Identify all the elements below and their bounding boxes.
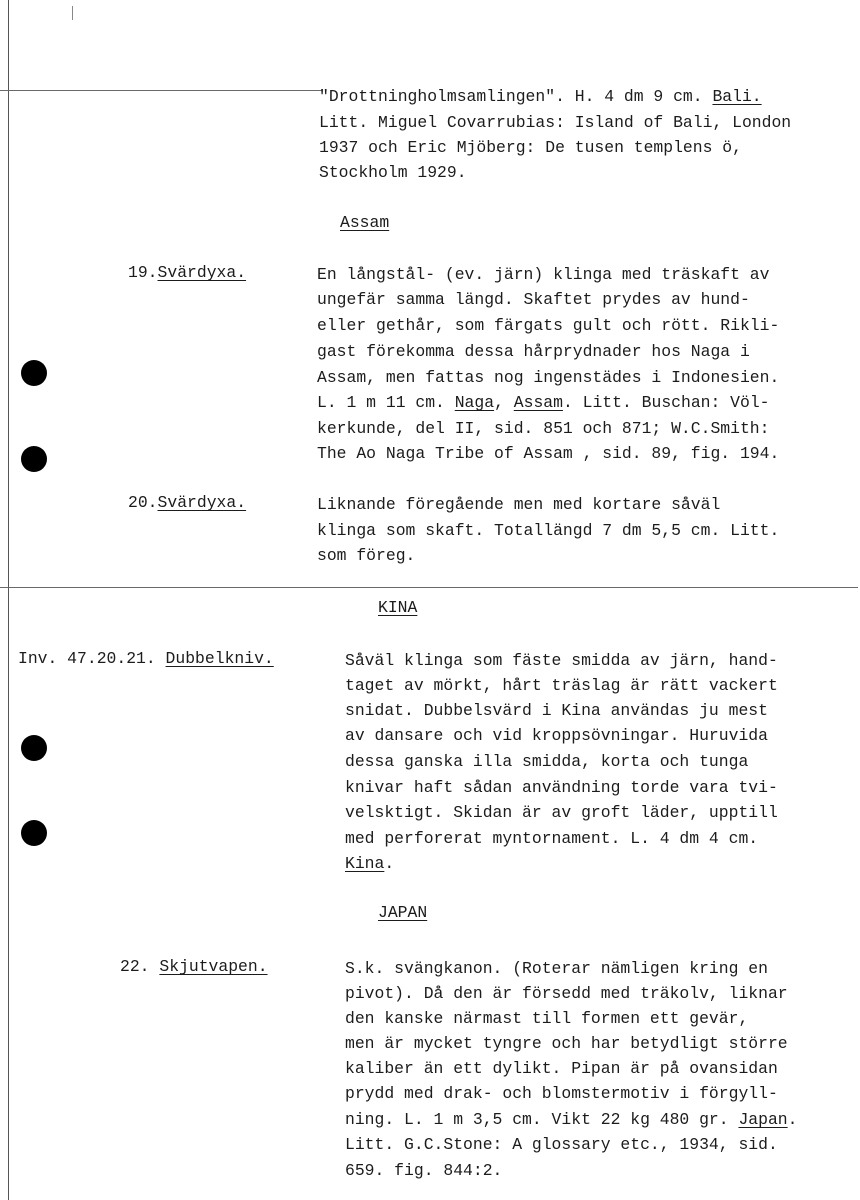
place-japan: Japan: [738, 1110, 788, 1129]
text-line: men är mycket tyngre och har betydligt större: [345, 1034, 788, 1053]
text-line: den kanske närmast till formen ett gevär,: [345, 1009, 749, 1028]
text-line: som föreg.: [317, 546, 416, 565]
text-line: Litt. Miguel Covarrubias: Island of Bali, London: [319, 113, 792, 132]
text-line: ning. L. 1 m 3,5 cm. Vikt 22 kg 480 gr. Japan.: [345, 1110, 798, 1129]
text-line: pivot). Då den är försedd med träkolv, liknar: [345, 984, 788, 1003]
text-line: 1937 och Eric Mjöberg: De tusen templens ö,: [319, 138, 742, 157]
text-line: Såväl klinga som fäste smidda av järn, hand-: [345, 651, 778, 670]
text-line: kerkunde, del II, sid. 851 och 871; W.C.Smith:: [317, 419, 770, 438]
entry-label: 19.Svärdyxa.: [128, 263, 247, 282]
text-line: Kina.: [345, 854, 395, 873]
section-heading-assam: Assam: [340, 213, 390, 232]
text-line: Assam, men fattas nog ingenstädes i Indonesien.: [317, 368, 780, 387]
section-heading-kina: KINA: [378, 598, 418, 617]
entry-label: 22. Skjutvapen.: [120, 957, 268, 976]
punch-hole: [21, 360, 47, 386]
text-line: "Drottningholmsamlingen". H. 4 dm 9 cm. Bali.: [319, 87, 762, 106]
scan-mark: [72, 6, 73, 20]
text-line: Stockholm 1929.: [319, 163, 467, 182]
entry-label: 20.Svärdyxa.: [128, 493, 247, 512]
text-line: prydd med drak- och blomstermotiv i förgyll-: [345, 1084, 778, 1103]
place-bali: Bali.: [712, 87, 762, 106]
top-rule: [0, 90, 322, 91]
place-kina: Kina: [345, 854, 385, 873]
section-divider: [0, 587, 858, 588]
punch-hole: [21, 820, 47, 846]
text-line: ungefär samma längd. Skaftet prydes av hund-: [317, 290, 750, 309]
text-line: eller gethår, som färgats gult och rött. Rikli-: [317, 316, 780, 335]
text-line: med perforerat myntornament. L. 4 dm 4 cm.: [345, 829, 759, 848]
text-line: av dansare och vid kroppsövningar. Huruvida: [345, 726, 768, 745]
text-line: kaliber än ett dylikt. Pipan är på ovansidan: [345, 1059, 778, 1078]
left-margin-line: [8, 0, 9, 1200]
text-line: gast förekomma dessa hårprydnader hos Naga i: [317, 342, 750, 361]
section-heading-japan: JAPAN: [378, 903, 428, 922]
text-line: knivar haft sådan användning torde vara tvi-: [345, 778, 778, 797]
text-line: The Ao Naga Tribe of Assam , sid. 89, fig. 194.: [317, 444, 780, 463]
punch-hole: [21, 446, 47, 472]
text-line: Liknande föregående men med kortare såväl: [317, 495, 721, 514]
text-line: En långstål- (ev. järn) klinga med träskaft av: [317, 265, 770, 284]
punch-hole: [21, 735, 47, 761]
entry-label: Inv. 47.20.21. Dubbelkniv.: [18, 649, 274, 668]
text-line: Litt. G.C.Stone: A glossary etc., 1934, sid.: [345, 1135, 778, 1154]
text-line: klinga som skaft. Totallängd 7 dm 5,5 cm. Litt.: [317, 521, 780, 540]
text-line: taget av mörkt, hårt träslag är rätt vackert: [345, 676, 778, 695]
text-line: velsktigt. Skidan är av groft läder, upptill: [345, 803, 778, 822]
text-line: 659. fig. 844:2.: [345, 1161, 503, 1180]
text-line: L. 1 m 11 cm. Naga, Assam. Litt. Buschan: Völ-: [317, 393, 770, 412]
text-line: S.k. svängkanon. (Roterar nämligen kring en: [345, 959, 768, 978]
text-line: dessa ganska illa smidda, korta och tunga: [345, 752, 749, 771]
text-line: snidat. Dubbelsvärd i Kina användas ju mest: [345, 701, 768, 720]
